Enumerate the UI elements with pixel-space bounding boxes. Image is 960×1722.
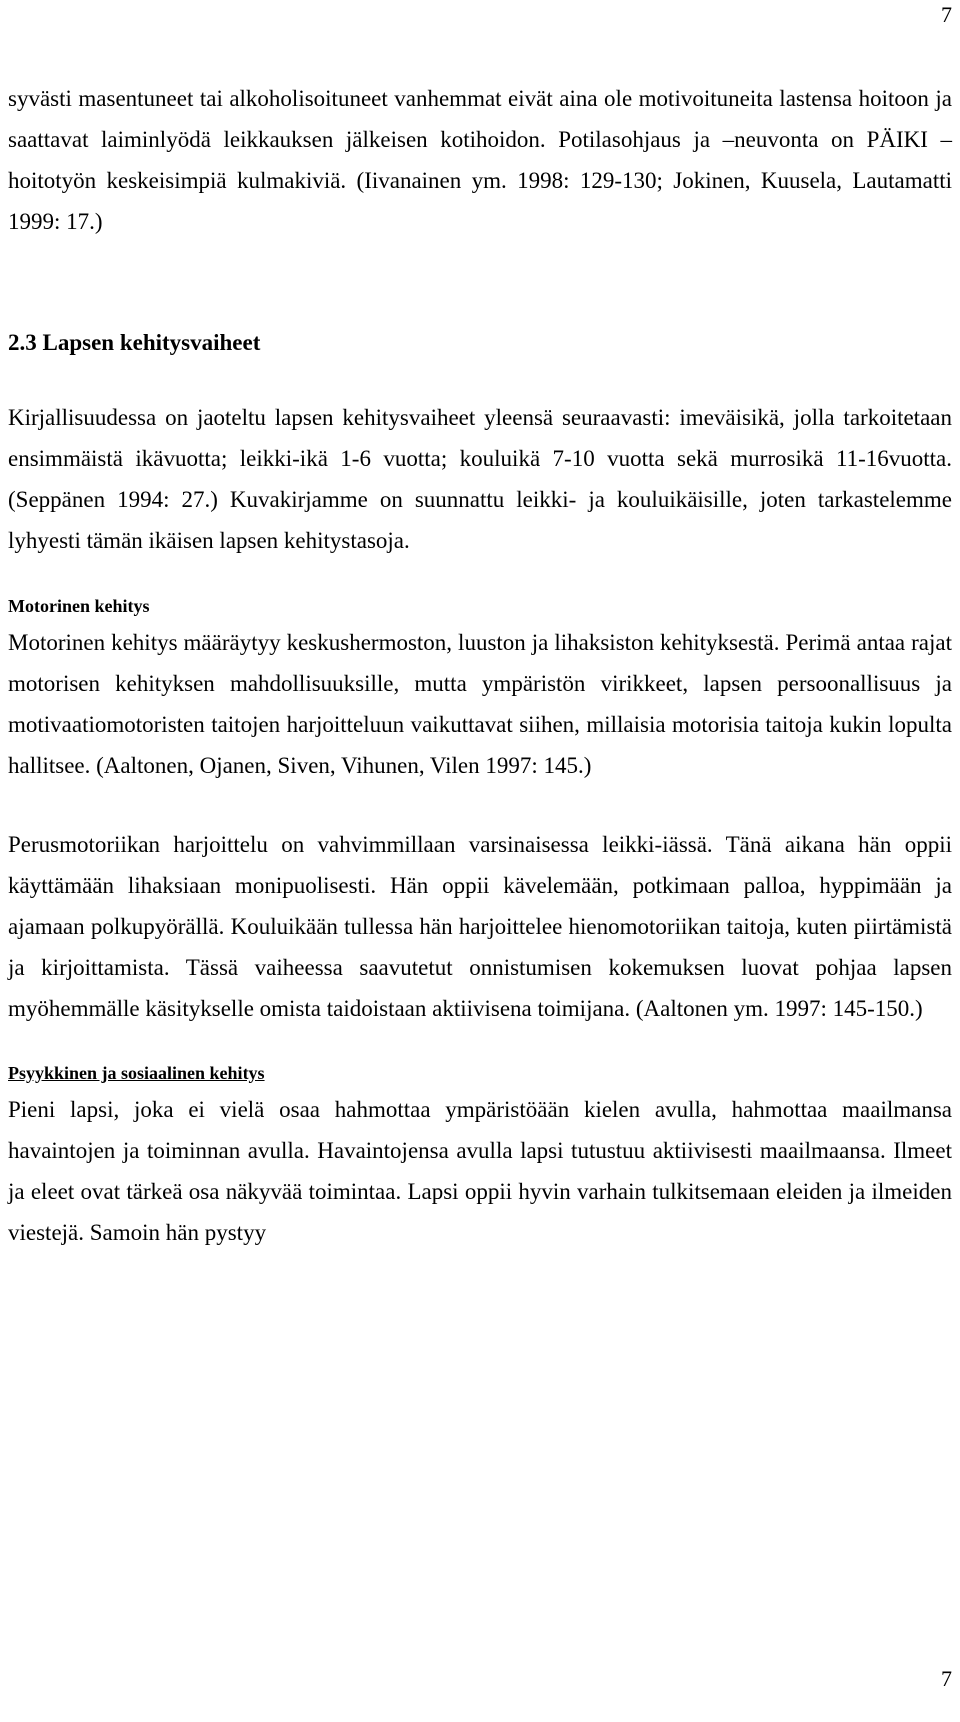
paragraph-motor-development: Motorinen kehitys määräytyy keskushermoston, luuston ja lihaksiston kehityksestä. Perimä antaa rajat motorisen kehityksen mahdollisuuksille, mutta ympäristön virikkeet, lapsen persoonallisuus ja motivaatiomotoristen taitojen harjoitteluun vaikuttavat siihen, millaisia motorisia taitoja kukin lopulta hallitsee. (Aaltonen, Ojanen, Siven, Vihunen, Vilen 1997: 145.) — [8, 630, 952, 778]
subheading-psychological-social-development: Psyykkinen ja sosiaalinen kehitys — [8, 1063, 265, 1083]
page-number-top: 7 — [941, 2, 952, 27]
paragraph-basic-motor-skills: Perusmotoriikan harjoittelu on vahvimmillaan varsinaisessa leikki-iässä. Tänä aikana hän oppii käyttämään lihaksiaan monipuolisesti. Hän oppii kävelemään, potkimaan palloa, hyppimään ja ajamaan polkupyörällä. Kouluikään tullessa hän harjoittelee hienomotoriikan taitoja, kuten piirtämistä ja kirjoittamista. Tässä vaiheessa saavutetut onnistumisen kokemuksen luovat pohjaa lapsen myöhemmälle käsitykselle omista taidoistaan aktiivisena toimijana. (Aaltonen ym. 1997: 145-150.) — [8, 832, 952, 1021]
paragraph-development-stages: Kirjallisuudessa on jaoteltu lapsen kehitysvaiheet yleensä seuraavasti: imeväisikä, jolla tarkoitetaan ensimmäistä ikävuotta; leikki-ikä 1-6 vuotta; kouluikä 7-10 vuotta sekä murrosikä 11-16vuotta. (Seppänen 1994: 27.) Kuvakirjamme on suunnattu leikki- ja kouluikäisille, joten tarkastelemme lyhyesti tämän ikäisen lapsen kehitystasoja. — [8, 405, 952, 553]
paragraph-psychological-development: Pieni lapsi, joka ei vielä osaa hahmottaa ympäristöään kielen avulla, hahmottaa maailmansa havaintojen ja toiminnan avulla. Havaintojensa avulla lapsi tutustuu aktiivisesti maailmaansa. Ilmeet ja eleet ovat tärkeä osa näkyvää toimintaa. Lapsi oppii hyvin varhain tulkitsemaan eleiden ja ilmeiden viestejä. Samoin hän pystyy — [8, 1097, 952, 1245]
section-heading: 2.3 Lapsen kehitysvaiheet — [8, 330, 261, 355]
paragraph-intro: syvästi masentuneet tai alkoholisoituneet vanhemmat eivät aina ole motivoituneita lastensa hoitoon ja saattavat laiminlyödä leikkauksen jälkeisen kotihoidon. Potilasohjaus ja –neuvonta on PÄIKI –hoitotyön keskeisimpiä kulmakiviä. (Iivanainen ym. 1998: 129-130; Jokinen, Kuusela, Lautamatti 1999: 17.) — [8, 86, 952, 234]
subheading-motor-development: Motorinen kehitys — [8, 596, 150, 616]
document-body — [8, 78, 952, 1253]
page-number-bottom: 7 — [941, 1666, 952, 1691]
